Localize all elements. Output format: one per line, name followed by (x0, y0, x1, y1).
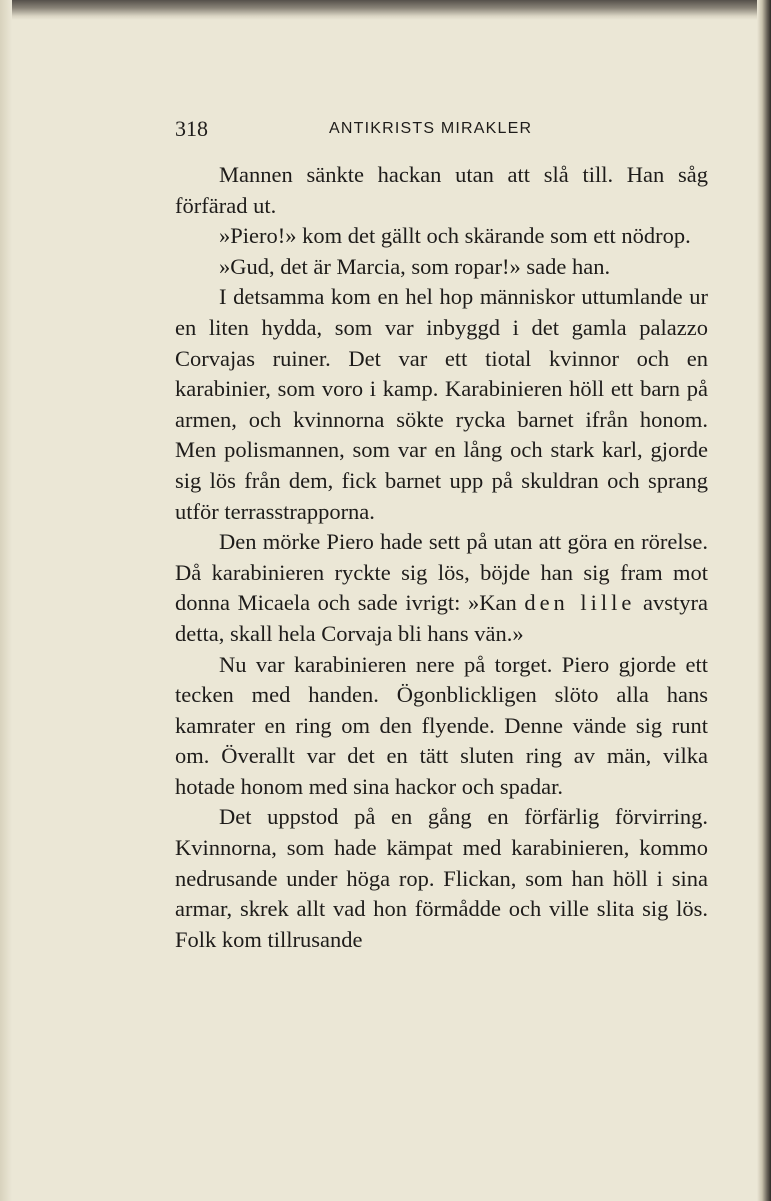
paragraph-text: Den mörke Piero hade sett på utan att göra en rörelse. Då karabinieren ryckte sig lös, böjde han sig fram mot donna Micaela och sade ivrigt: »Kan (175, 529, 708, 616)
paragraph: Nu var karabinieren nere på torget. Piero gjorde ett tecken med handen. Ögonblickligen slöto alla hans kamrater en ring om den flyende. Denne vände sig runt om. Överallt var det en tätt sluten ring av män, vilka hotade honom med sina hackor och spadar. (175, 651, 708, 799)
paragraph: »Gud, det är Marcia, som ropar!» sade han. (219, 253, 611, 279)
book-spine-edge (757, 0, 771, 1201)
paragraph: I detsamma kom en hel hop människor uttumlande ur en liten hydda, som var inbyggd i det gamla palazzo Corvajas ruiner. Det var ett tiotal kvinnor och en karabinier, som voro i kamp. Karabinieren höll ett barn på armen, och kvinnorna sökte rycka barnet ifrån honom. Men polismannen, som var en lång och stark karl, gjorde sig lös från dem, fick barnet upp på skuldran och sprang utför terrasstrapporna. (175, 284, 708, 524)
paragraph-text: avstyra detta, skall hela Corvaja bli hans vän.» (175, 590, 708, 646)
paragraph: Mannen sänkte hackan utan att slå till. Han såg förfärad ut. (175, 162, 708, 218)
page-top-edge (0, 0, 771, 20)
page-left-shade (0, 0, 12, 1201)
page-number: 318 (175, 116, 208, 141)
running-head: ANTIKRISTS MIRAKLER (329, 120, 533, 137)
paragraph: »Piero!» kom det gällt och skärande som ett nödrop. (219, 223, 691, 249)
paragraph (175, 527, 708, 649)
body-text (175, 160, 708, 955)
paragraph: Det uppstod på en gång en förfärlig förvirring. Kvinnorna, som hade kämpat med karabinieren, kommo nedrusande under höga rop. Flickan, som han höll i sina armar, skrek allt vad hon förmådde och ville slita sig lös. Folk kom tillrusande (175, 804, 708, 952)
page-header (175, 116, 708, 146)
emphasized-text: den lille (524, 590, 636, 616)
